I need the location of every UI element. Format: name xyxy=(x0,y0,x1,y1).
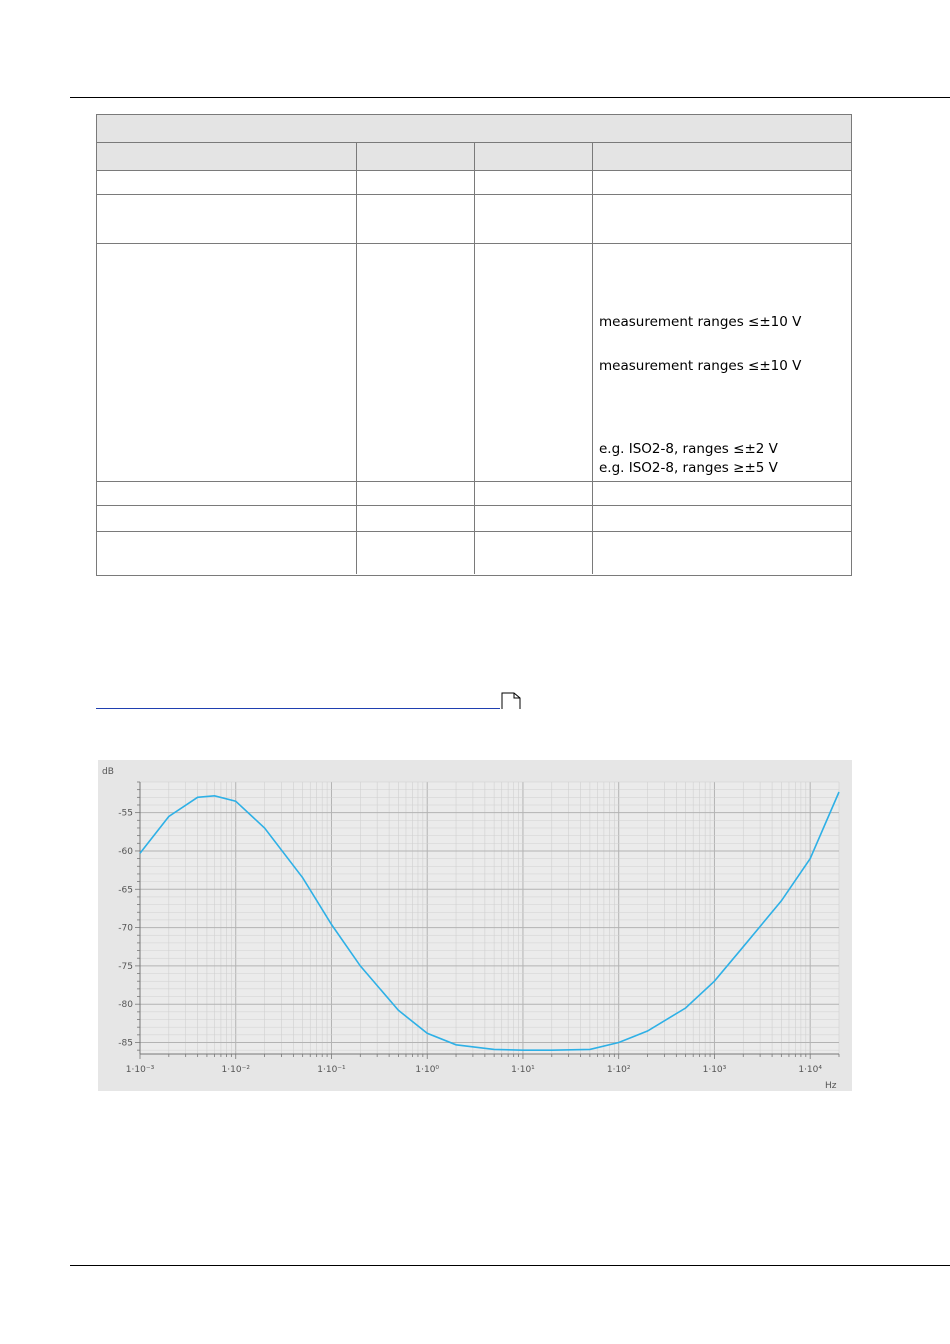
header-rule xyxy=(70,97,950,98)
x-tick-label: 1·10¹ xyxy=(511,1065,535,1075)
y-axis-label: dB xyxy=(102,767,114,777)
y-tick-label: -80 xyxy=(118,1000,133,1011)
x-tick-label: 1·10⁰ xyxy=(415,1065,440,1075)
table-note: measurement ranges ≤±10 V xyxy=(599,358,802,374)
y-tick-label: -75 xyxy=(118,961,133,972)
table-note: e.g. ISO2-8, ranges ≤±2 V xyxy=(599,441,778,457)
y-tick-label: -55 xyxy=(118,808,133,819)
hyperlink-underline[interactable] xyxy=(96,708,500,709)
y-tick-label: -65 xyxy=(118,885,133,896)
x-tick-label: 1·10⁻¹ xyxy=(317,1065,346,1075)
plot-area xyxy=(140,782,839,1054)
chart-svg xyxy=(98,760,852,1091)
column-divider xyxy=(356,142,357,574)
y-tick-label: -70 xyxy=(118,923,133,934)
x-tick-label: 1·10⁻³ xyxy=(125,1065,155,1075)
y-tick-label: -85 xyxy=(118,1038,133,1049)
column-divider xyxy=(474,142,475,574)
x-tick-label: 1·10⁻² xyxy=(221,1065,250,1075)
spec-table xyxy=(96,114,852,576)
table-note: measurement ranges ≤±10 V xyxy=(599,314,802,330)
table-note: e.g. ISO2-8, ranges ≥±5 V xyxy=(599,460,778,476)
column-divider xyxy=(592,142,593,574)
y-tick-label: -60 xyxy=(118,846,133,857)
x-axis-label: Hz xyxy=(825,1081,837,1091)
page-icon[interactable] xyxy=(501,692,525,709)
footer-rule xyxy=(70,1265,950,1266)
x-tick-label: 1·10² xyxy=(606,1065,631,1075)
frequency-response-chart xyxy=(98,760,852,1091)
x-tick-label: 1·10⁴ xyxy=(798,1065,823,1075)
x-tick-label: 1·10³ xyxy=(702,1065,727,1075)
